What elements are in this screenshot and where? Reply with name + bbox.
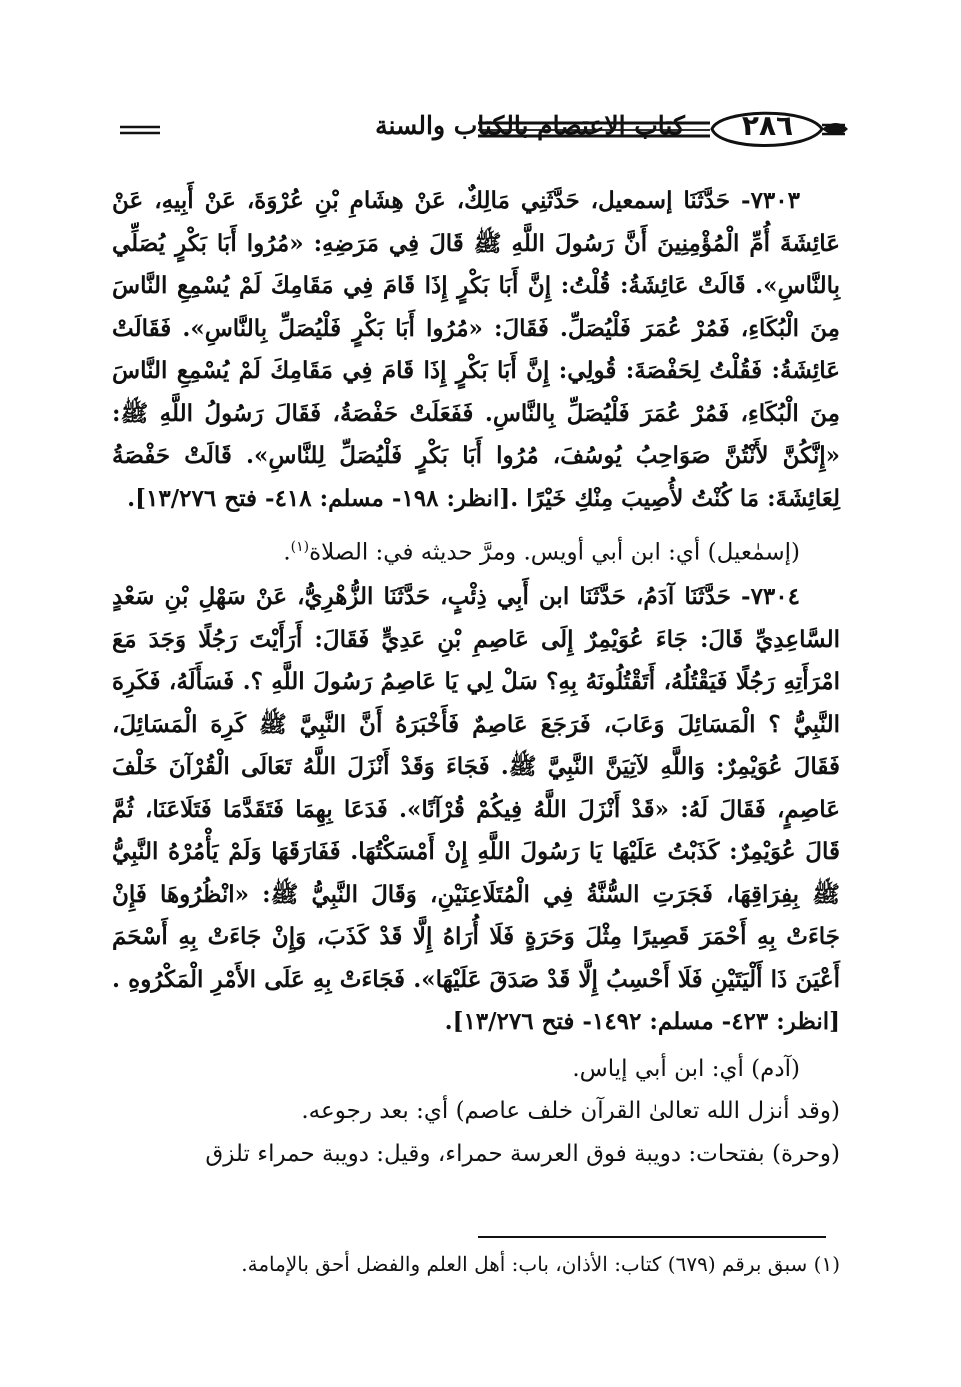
page-number: ٢٨٦ (741, 109, 794, 142)
footnote-ref-1: (١) (290, 539, 310, 555)
commentary-ismail-end: . (283, 539, 291, 566)
commentary-adam: (آدم) أي: ابن أبي إياس. (572, 1055, 800, 1082)
hadith-7303: ٧٣٠٣- حَدَّثَنَا إسمعيل، حَدَّثَنِي مَالِكٌ، عَنْ هِشَامِ بْنِ عُرْوَةَ، عَنْ أَبِيهِ، عَنْ عَائِشَةَ أُمِّ الْمُؤْمِنِينَ أَنَّ رَسُولَ اللَّهِ ﷺ قَالَ فِي مَرَضِهِ: «مُرُوا أَبَا بَكْرٍ يُصَلِّي بِالنَّاسِ». قَالَتْ عَائِشَةُ: قُلْتُ: إِنَّ أَبَا بَكْرٍ إِذَا قَامَ فِي مَقَامِكَ لَمْ يُسْمِعِ النَّاسَ مِنَ الْبُكَاءِ، فَمُرْ عُمَرَ فَلْيُصَلِّ. فَقَالَ: «مُرُوا أَبَا بَكْرٍ فَلْيُصَلِّ بِالنَّاسِ». فَقَالَتْ عَائِشَةُ: فَقُلْتُ لِحَفْصَةَ: قُولِي: إِنَّ أَبَا بَكْرٍ إِذَا قَامَ فِي مَقَامِكَ لَمْ يُسْمِعِ النَّاسَ مِنَ الْبُكَاءِ، فَمُرْ عُمَرَ فَلْيُصَلِّ بِالنَّاسِ. فَفَعَلَتْ حَفْصَةُ، فَقَالَ رَسُولُ اللَّهِ ﷺ: «إِنَّكُنَّ لأَنْتُنَّ صَوَاحِبُ يُوسُفَ، مُرُوا أَبَا بَكْرٍ فَلْيُصَلِّ لِلنَّاسِ». قَالَتْ حَفْصَةُ لِعَائِشَةَ: مَا كُنْتُ لأُصِيبَ مِنْكِ خَيْرًا .[انظر: ١٩٨- مسلم: ٤١٨- فتح ١٣/٢٧٦]. (112, 187, 840, 512)
footnote-1: (١) سبق برقم (٦٧٩) كتاب: الأذان، باب: أهل العلم والفضل أحق بالإمامة. (241, 1252, 840, 1276)
commentary-ismail-text: (إسمٰعيل) أي: ابن أبي أويس. ومرَّ حديثه في: الصلاة (309, 539, 800, 566)
main-text (112, 180, 840, 1175)
commentary-wahra: (وحرة) بفتحات: دويبة فوق العرسة حمراء، وقيل: دويبة حمراء تلزق (205, 1140, 840, 1167)
footnote-divider (478, 1236, 826, 1238)
page-header (0, 105, 961, 155)
commentary-ismail (112, 526, 840, 574)
commentary-quran: (وقد أنزل الله تعالىٰ القرآن خلف عاصم) أي: بعد رجوعه. (301, 1098, 840, 1125)
hadith-7304: ٧٣٠٤- حَدَّثَنَا آدَمُ، حَدَّثَنَا ابن أَبِي ذِئْبٍ، حَدَّثَنَا الزُّهْرِيُّ، عَنْ سَهْلِ بْنِ سَعْدٍ السَّاعِدِيِّ قَالَ: جَاءَ عُوَيْمِرٌ إِلَى عَاصِمِ بْنِ عَدِيٍّ فَقَالَ: أَرَأَيْتَ رَجُلًا وَجَدَ مَعَ امْرَأَتِهِ رَجُلًا فَيَقْتُلُهُ، أَتَقْتُلُونَهُ بِهِ؟ سَلْ لِي يَا عَاصِمُ رَسُولَ اللَّهِ ؟. فَسَأَلَهُ، فَكَرِهَ النَّبِيُّ ؟ الْمَسَائِلَ وَعَابَ، فَرَجَعَ عَاصِمٌ فَأَخْبَرَهُ أَنَّ النَّبِيَّ ﷺ كَرِهَ الْمَسَائِلَ، فَقَالَ عُوَيْمِرٌ: وَاللَّهِ لآتِيَنَّ النَّبِيَّ ﷺ. فَجَاءَ وَقَدْ أَنْزَلَ اللَّهُ تَعَالَى الْقُرْآنَ خَلْفَ عَاصِمٍ، فَقَالَ لَهُ: «قَدْ أَنْزَلَ اللَّهُ فِيكُمْ قُرْآنًا». فَدَعَا بِهِمَا فَتَقَدَّمَا فَتَلَاعَنَا، ثُمَّ قَالَ عُوَيْمِرٌ: كَذَبْتُ عَلَيْهَا يَا رَسُولَ اللَّهِ إِنْ أَمْسَكْتُهَا. فَفَارَقَهَا وَلَمْ يَأْمُرْهُ النَّبِيُّ ﷺ بِفِرَاقِهَا، فَجَرَتِ السُّنَّةُ فِي الْمُتَلَاعِنَيْنِ، وَقَالَ النَّبِيُّ ﷺ: «انْظُرُوهَا فَإِنْ جَاءَتْ بِهِ أَحْمَرَ قَصِيرًا مِثْلَ وَحَرَةٍ فَلَا أُرَاهُ إِلَّا قَدْ كَذَبَ، وَإِنْ جَاءَتْ بِهِ أَسْحَمَ أَعْيَنَ ذَا أَلْيَتَيْنِ فَلَا أَحْسِبُ إِلَّا قَدْ صَدَقَ عَلَيْهَا». فَجَاءَتْ بِهِ عَلَى الأَمْرِ الْمَكْرُوهِ .[انظر: ٤٢٣- مسلم: ١٤٩٢- فتح ١٣/٢٧٦]. (112, 583, 840, 1036)
book-title: كتاب الاعتصام بالكتاب والسنة (375, 111, 685, 140)
